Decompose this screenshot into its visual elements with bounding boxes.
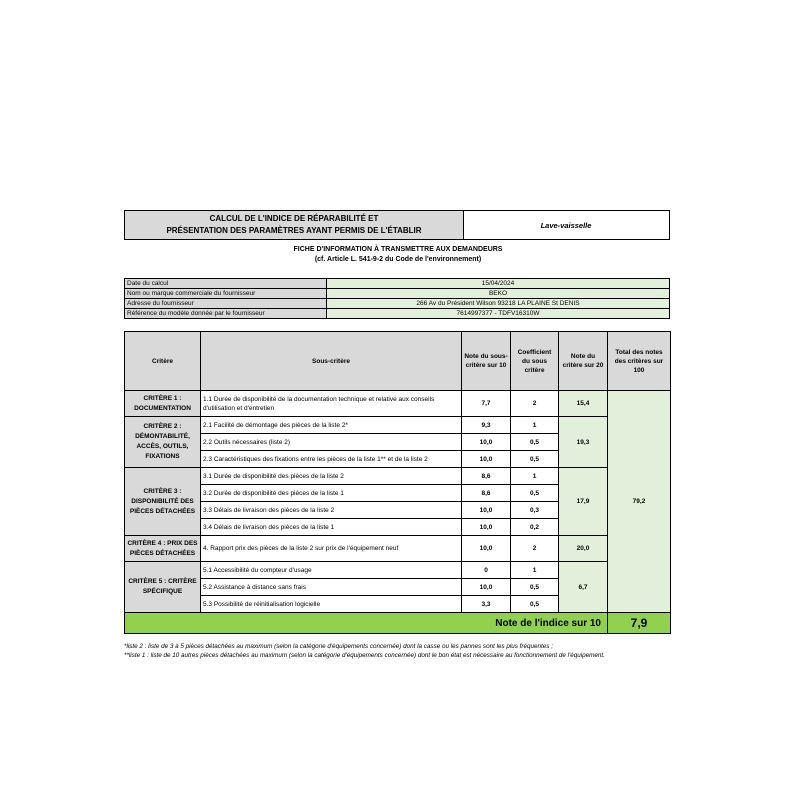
final-index-label: Note de l'indice sur 10 bbox=[125, 613, 608, 634]
sub-criterion-score: 3,3 bbox=[462, 596, 511, 613]
footnotes bbox=[124, 642, 672, 660]
sub-criterion-score: 9,3 bbox=[462, 417, 511, 434]
col-total-100: Total des notes des critères sur 100 bbox=[608, 332, 671, 391]
sub-criterion-label: 2.2 Outils nécessaires (liste 2) bbox=[201, 434, 462, 451]
header-row bbox=[125, 332, 671, 391]
criterion-score: 17,9 bbox=[559, 468, 608, 536]
sub-criterion-coefficient: 1 bbox=[511, 468, 559, 485]
sub-criterion-coefficient: 1 bbox=[511, 562, 559, 579]
sub-criterion-score: 7,7 bbox=[462, 391, 511, 417]
info-label: Référence du modèle donnée par le fournisseur bbox=[125, 309, 327, 319]
fiche-heading bbox=[124, 245, 672, 265]
supplier-info-table bbox=[124, 278, 670, 319]
fiche-line-1: FICHE D'INFORMATION À TRANSMETTRE AUX DEMANDEURS bbox=[293, 246, 503, 253]
sub-criterion-score: 8,6 bbox=[462, 468, 511, 485]
sub-criterion-label: 3.4 Délais de livraison des pièces de la liste 1 bbox=[201, 519, 462, 536]
col-sous-critere: Sous-critère bbox=[201, 332, 462, 391]
info-value: 15/04/2024 bbox=[327, 279, 670, 289]
criterion-score: 19,3 bbox=[559, 417, 608, 468]
sub-criterion-coefficient: 2 bbox=[511, 536, 559, 562]
table-row bbox=[125, 391, 671, 417]
sub-criterion-coefficient: 0,5 bbox=[511, 485, 559, 502]
sub-criterion-score: 10,0 bbox=[462, 579, 511, 596]
sub-criterion-label: 3.2 Durée de disponibilité des pièces de la liste 1 bbox=[201, 485, 462, 502]
table-row bbox=[125, 536, 671, 562]
sub-criterion-label: 3.3 Délais de livraison des pièces de la liste 2 bbox=[201, 502, 462, 519]
info-value: 266 Av du Président Wilson 93218 LA PLAINE St DENIS bbox=[327, 299, 670, 309]
criterion-4: CRITÈRE 4 : PRIX DES PIÈCES DÉTACHÉES bbox=[125, 536, 201, 562]
col-coefficient: Coefficient du sous critère bbox=[511, 332, 559, 391]
sub-criterion-label: 5.2 Assistance à distance sans frais bbox=[201, 579, 462, 596]
table-row bbox=[125, 417, 671, 434]
table-row bbox=[125, 562, 671, 579]
info-label: Adresse du fournisseur bbox=[125, 299, 327, 309]
final-row bbox=[125, 613, 671, 634]
title-line-1: CALCUL DE L'INDICE DE RÉPARABILITÉ ET bbox=[209, 214, 379, 223]
sub-criterion-score: 10,0 bbox=[462, 434, 511, 451]
sub-criterion-label: 2.3 Caractéristiques des fixations entre les pièces de la liste 1** et de la liste 2 bbox=[201, 451, 462, 468]
info-label: Nom ou marque commerciale du fournisseur bbox=[125, 289, 327, 299]
sheet-title bbox=[124, 210, 464, 240]
sub-criterion-coefficient: 0,3 bbox=[511, 502, 559, 519]
sub-criterion-label: 3.1 Durée de disponibilité des pièces de la liste 2 bbox=[201, 468, 462, 485]
sub-criterion-score: 10,0 bbox=[462, 502, 511, 519]
criterion-score: 20,0 bbox=[559, 536, 608, 562]
info-value: BEKO bbox=[327, 289, 670, 299]
criterion-5: CRITÈRE 5 : CRITÈRE SPÉCIFIQUE bbox=[125, 562, 201, 613]
sub-criterion-coefficient: 1 bbox=[511, 417, 559, 434]
info-label: Date du calcul bbox=[125, 279, 327, 289]
sub-criterion-score: 0 bbox=[462, 562, 511, 579]
footnote-list-1: **liste 1 : liste de 10 autres pièces détachées au maximum (selon la catégorie d'équipements concernée) dont le bon état est nécessaire au fonctionnement de l'équipement. bbox=[124, 652, 605, 659]
sub-criterion-label: 1.1 Durée de disponibilité de la documentation technique et relative aux conseils d'utilisation et d'entretien bbox=[201, 391, 462, 417]
sub-criterion-coefficient: 0,5 bbox=[511, 451, 559, 468]
sub-criterion-label: 4. Rapport prix des pièces de la liste 2 sur prix de l'équipement neuf bbox=[201, 536, 462, 562]
col-critere: Critère bbox=[125, 332, 201, 391]
info-value: 7614997377 - TDFV16310W bbox=[327, 309, 670, 319]
col-note-10: Note du sous-critère sur 10 bbox=[462, 332, 511, 391]
sub-criterion-score: 8,6 bbox=[462, 485, 511, 502]
criterion-score: 6,7 bbox=[559, 562, 608, 613]
product-type: Lave-vaisselle bbox=[463, 210, 670, 240]
title-line-2: PRÉSENTATION DES PARAMÈTRES AYANT PERMIS DE L'ÉTABLIR bbox=[166, 226, 422, 235]
sub-criterion-score: 10,0 bbox=[462, 519, 511, 536]
table-row bbox=[125, 468, 671, 485]
sub-criterion-label: 5.1 Accessibilité du compteur d'usage bbox=[201, 562, 462, 579]
info-row bbox=[125, 309, 670, 319]
total-score: 79,2 bbox=[608, 391, 671, 613]
info-row bbox=[125, 279, 670, 289]
criterion-3: CRITÈRE 3 : DISPONIBILITÉ DES PIÈCES DÉTACHÉES bbox=[125, 468, 201, 536]
sub-criterion-coefficient: 0,5 bbox=[511, 434, 559, 451]
sub-criterion-score: 10,0 bbox=[462, 536, 511, 562]
sub-criterion-coefficient: 0,5 bbox=[511, 579, 559, 596]
sub-criterion-coefficient: 0,2 bbox=[511, 519, 559, 536]
final-index-value: 7,9 bbox=[608, 613, 671, 634]
fiche-line-2: (cf. Article L. 541-9-2 du Code de l'environnement) bbox=[314, 256, 482, 263]
sub-criterion-score: 10,0 bbox=[462, 451, 511, 468]
criterion-2: CRITÈRE 2 : DÉMONTABILITÉ, ACCÈS, OUTILS, FIXATIONS bbox=[125, 417, 201, 468]
col-note-20: Note du critère sur 20 bbox=[559, 332, 608, 391]
sub-criterion-label: 5.3 Possibilité de réinitialisation logicielle bbox=[201, 596, 462, 613]
info-row bbox=[125, 299, 670, 309]
sub-criterion-label: 2.1 Facilité de démontage des pièces de la liste 2* bbox=[201, 417, 462, 434]
sub-criterion-coefficient: 0,5 bbox=[511, 596, 559, 613]
repairability-score-table bbox=[124, 331, 671, 634]
info-row bbox=[125, 289, 670, 299]
criterion-1: CRITÈRE 1 : DOCUMENTATION bbox=[125, 391, 201, 417]
sub-criterion-coefficient: 2 bbox=[511, 391, 559, 417]
footnote-list-2: *liste 2 : liste de 3 à 5 pièces détachées au maximum (selon la catégorie d'équipements concernée) dont la casse ou les pannes sont les plus fréquentes ; bbox=[124, 643, 553, 650]
criterion-score: 15,4 bbox=[559, 391, 608, 417]
